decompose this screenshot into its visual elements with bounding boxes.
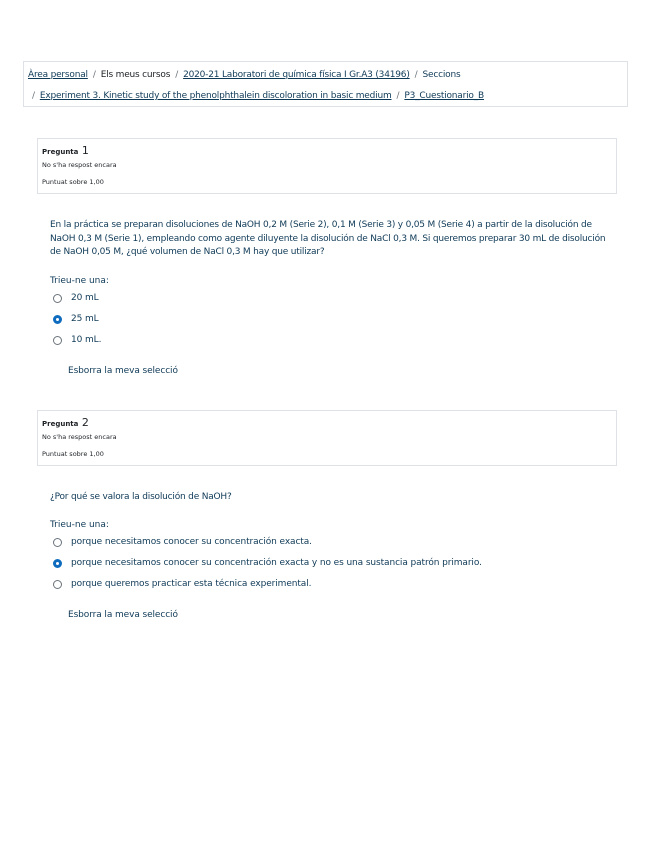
breadcrumb-home-link[interactable]: Àrea personal bbox=[28, 70, 88, 80]
breadcrumb-separator: / bbox=[396, 91, 400, 101]
question-label: Pregunta bbox=[42, 148, 79, 156]
question-2-text: ¿Por qué se valora la disolución de NaOH? bbox=[50, 492, 232, 502]
question-2-number bbox=[42, 416, 89, 429]
question-2-option-a[interactable] bbox=[53, 535, 312, 549]
breadcrumb-quiz-link[interactable]: P3_Cuestionario_B bbox=[404, 91, 484, 101]
question-number: 2 bbox=[81, 416, 89, 429]
question-2-clear-selection-link[interactable]: Esborra la meva selecció bbox=[68, 610, 178, 620]
question-1-option-c[interactable] bbox=[53, 333, 101, 347]
question-1-grade: Puntuat sobre 1,00 bbox=[42, 178, 104, 186]
breadcrumb-course-link[interactable]: 2020-21 Laboratori de química física I Gr.A3 (34196) bbox=[183, 70, 410, 80]
option-label: 20 mL bbox=[71, 293, 99, 303]
question-1-option-b[interactable] bbox=[53, 312, 99, 326]
question-label: Pregunta bbox=[42, 420, 79, 428]
question-2-info bbox=[37, 410, 617, 466]
radio-button[interactable] bbox=[53, 336, 62, 345]
breadcrumb bbox=[23, 61, 628, 107]
breadcrumb-my-courses: Els meus cursos bbox=[100, 70, 171, 80]
question-1-info bbox=[37, 138, 617, 194]
radio-button[interactable] bbox=[53, 294, 62, 303]
option-label: 25 mL bbox=[71, 314, 99, 324]
radio-button[interactable] bbox=[53, 580, 62, 589]
question-1-prompt: Trieu-ne una: bbox=[50, 276, 109, 286]
radio-button-checked[interactable] bbox=[53, 315, 62, 324]
option-label: porque necesitamos conocer su concentración exacta y no es una sustancia patrón primario. bbox=[71, 558, 482, 568]
question-1-clear-selection-link[interactable]: Esborra la meva selecció bbox=[68, 366, 178, 376]
breadcrumb-separator: / bbox=[414, 70, 418, 80]
question-2-option-c[interactable] bbox=[53, 577, 311, 591]
question-2-state: No s'ha respost encara bbox=[42, 433, 117, 441]
question-2-option-b[interactable] bbox=[53, 556, 482, 570]
question-2-prompt: Trieu-ne una: bbox=[50, 520, 109, 530]
option-label: porque necesitamos conocer su concentración exacta. bbox=[71, 537, 312, 547]
radio-button-checked[interactable] bbox=[53, 559, 62, 568]
radio-button[interactable] bbox=[53, 538, 62, 547]
option-label: 10 mL. bbox=[71, 335, 102, 345]
breadcrumb-sections-link[interactable]: Seccions bbox=[422, 70, 461, 80]
question-2-grade: Puntuat sobre 1,00 bbox=[42, 450, 104, 458]
question-1-number bbox=[42, 144, 89, 157]
breadcrumb-line-1 bbox=[28, 70, 460, 80]
question-1-state: No s'ha respost encara bbox=[42, 161, 117, 169]
breadcrumb-separator: / bbox=[32, 91, 35, 101]
question-number: 1 bbox=[81, 144, 89, 157]
question-1-option-a[interactable] bbox=[53, 291, 99, 305]
option-label: porque queremos practicar esta técnica experimental. bbox=[71, 579, 312, 589]
breadcrumb-separator: / bbox=[92, 70, 96, 80]
question-1-text: En la práctica se preparan disoluciones de NaOH 0,2 M (Serie 2), 0,1 M (Serie 3) y 0,05 M (Serie 4) a partir de la disolución de NaOH 0,3 M (Serie 1), empleando como agente diluyente la disolución de NaCl 0,3 M. Si queremos preparar 30 mL de disolución de NaOH 0,05 M, ¿qué volumen de NaCl 0,3 M hay que utilizar? bbox=[50, 220, 606, 257]
breadcrumb-line-2 bbox=[28, 91, 484, 101]
breadcrumb-separator: / bbox=[175, 70, 179, 80]
breadcrumb-experiment-link[interactable]: Experiment 3. Kinetic study of the phenolphthalein discoloration in basic medium bbox=[39, 91, 392, 101]
